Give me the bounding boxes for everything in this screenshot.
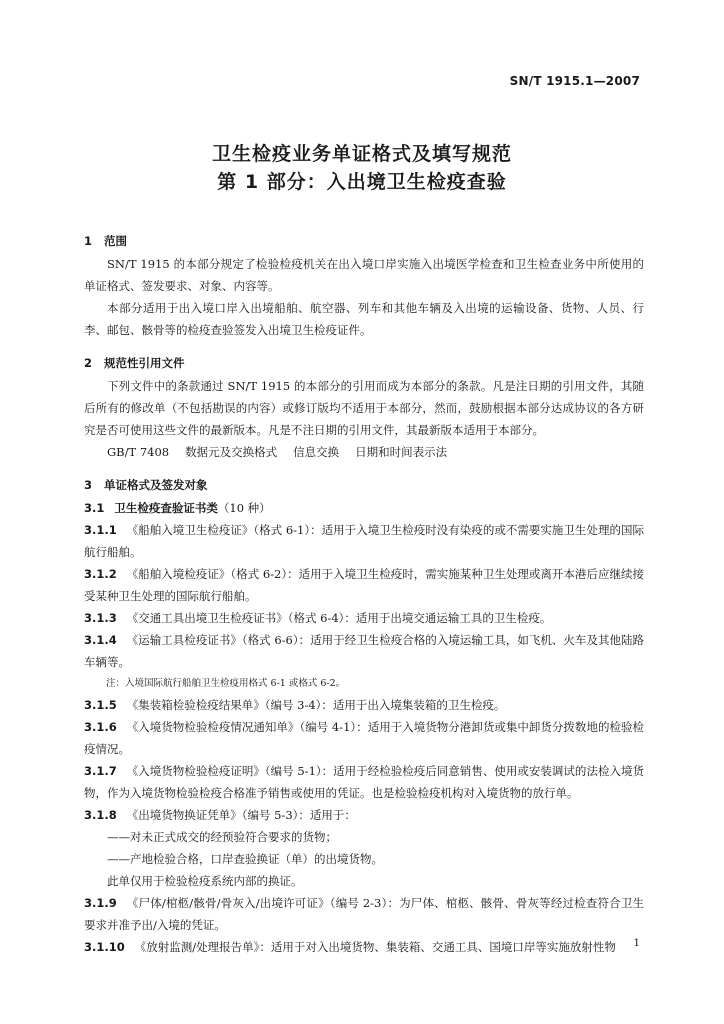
- clause-number: 3.1.9: [84, 896, 117, 910]
- clause-item: [84, 716, 644, 760]
- clause-note: 注：入境国际航行船舶卫生检疫用格式 6-1 或格式 6-2。: [106, 678, 346, 689]
- title-line-1: 卫生检疫业务单证格式及填写规范: [211, 143, 512, 165]
- paragraph: 此单仅用于检验检疫系统内部的换证。: [107, 874, 303, 888]
- section-2-heading: [84, 351, 644, 375]
- clause-text: 《入境货物检验检疫证明》（编号 5-1）：适用于经检验检疫后同意销售、使用或安装调试的法检入境货物，作为入境货物检验检疫合格准予销售或使用的凭证。也是检验检疫机构对入境货物的放行单。: [84, 764, 644, 800]
- clause-item: [84, 607, 644, 629]
- clause-item: [84, 892, 644, 936]
- standard-code: SN/T 1915.1—2007: [509, 74, 640, 88]
- clause-text: 《尸体/棺柩/骸骨/骨灰入/出境许可证》（编号 2-3）：为尸体、棺柩、骸骨、骨灰等经过检查符合卫生要求并准予出/入境的凭证。: [84, 896, 644, 932]
- section-1-heading: [84, 229, 644, 253]
- clause-item: [84, 804, 644, 826]
- reference-title-part: 数据元及交换格式: [185, 445, 278, 459]
- clause-text: 《集装箱检验检疫结果单》（编号 3-4）：适用于出入境集装箱的卫生检疫。: [126, 698, 506, 712]
- clause-number: 3.1.5: [84, 698, 117, 712]
- title-line-2: 第 1 部分：入出境卫生检疫查验: [217, 171, 507, 193]
- clause-text: 《放射监测/处理报告单》：适用于对入出境货物、集装箱、交通工具、国境口岸等实施放射性物: [134, 940, 616, 954]
- clause-item: [84, 563, 644, 607]
- clause-number: 3.1.2: [84, 567, 117, 581]
- reference-title-part: 信息交换: [293, 445, 340, 459]
- clause-text: 《运输工具检疫证书》（格式 6-6）：适用于经卫生检疫合格的入境运输工具，如飞机、火车及其他陆路车辆等。: [84, 633, 644, 669]
- document-body: [84, 229, 644, 958]
- clause-text: 《入境货物检验检疫情况通知单》（编号 4-1）：适用于入境货物分港卸货或集中卸货分拨数地的检验检疫情况。: [84, 720, 644, 756]
- section-number: 2: [84, 356, 93, 370]
- dash-list-item: ——产地检验合格，口岸查验换证（单）的出境货物。: [107, 852, 383, 866]
- dash-list-item: ——对未正式成交的经预验符合要求的货物；: [107, 830, 337, 844]
- section-title: 单证格式及签发对象: [104, 478, 208, 492]
- clause-item: [84, 760, 644, 804]
- clause-text: 《交通工具出境卫生检疫证书》（格式 6-4）：适用于出境交通运输工具的卫生检疫。: [126, 611, 552, 625]
- page-number: 1: [633, 937, 640, 949]
- clause-number: 3.1.4: [84, 633, 117, 647]
- clause-number: 3.1.3: [84, 611, 117, 625]
- reference-code: GB/T 7408: [107, 445, 170, 459]
- section-title: 范围: [104, 234, 127, 248]
- paragraph: 本部分适用于出入境口岸入出境船舶、航空器、列车和其他车辆及入出境的运输设备、货物、人员、行李、邮包、骸骨等的检疫查验签发入出境卫生检疫证件。: [84, 301, 644, 337]
- section-number: 1: [84, 234, 93, 248]
- clause-number: 3.1.7: [84, 764, 117, 778]
- clause-text: 《出境货物换证凭单》（编号 5-3）：适用于：: [126, 808, 356, 822]
- clause-number: 3.1.10: [84, 940, 125, 954]
- normative-reference: [84, 441, 644, 463]
- clause-item: [84, 519, 644, 563]
- subsection-count: （10 种）: [217, 501, 271, 515]
- section-3-heading: [84, 473, 644, 497]
- subsection-title: 卫生检疫查验证书类: [114, 501, 218, 515]
- clause-item: [84, 629, 644, 673]
- clause-number: 3.1.8: [84, 808, 117, 822]
- section-number: 3: [84, 478, 93, 492]
- clause-item: [84, 694, 644, 716]
- clause-item: [84, 936, 644, 958]
- clause-text: 《船舶入境检疫证》（格式 6-2）：适用于入境卫生检疫时，需实施某种卫生处理或离开本港后应继续接受某种卫生处理的国际航行船舶。: [84, 567, 644, 603]
- paragraph: SN/T 1915 的本部分规定了检验检疫机关在出入境口岸实施入出境医学检查和卫生检查业务中所使用的单证格式、签发要求、对象、内容等。: [84, 257, 644, 293]
- clause-number: 3.1.1: [84, 523, 117, 537]
- clause-number: 3.1: [84, 501, 105, 515]
- reference-title-part: 日期和时间表示法: [355, 445, 448, 459]
- section-title: 规范性引用文件: [104, 356, 185, 370]
- clause-text: 《船舶入境卫生检疫证》（格式 6-1）：适用于入境卫生检疫时没有染疫的或不需要实施卫生处理的国际航行船舶。: [84, 523, 644, 559]
- subsection-3-1-heading: [84, 497, 644, 519]
- clause-number: 3.1.6: [84, 720, 117, 734]
- document-title: [0, 140, 724, 196]
- paragraph: 下列文件中的条款通过 SN/T 1915 的本部分的引用而成为本部分的条款。凡是注日期的引用文件，其随后所有的修改单（不包括勘误的内容）或修订版均不适用于本部分，然而，鼓励根据本部分达成协议的各方研究是否可使用这些文件的最新版本。凡是不注日期的引用文件，其最新版本适用于本部分。: [84, 379, 644, 437]
